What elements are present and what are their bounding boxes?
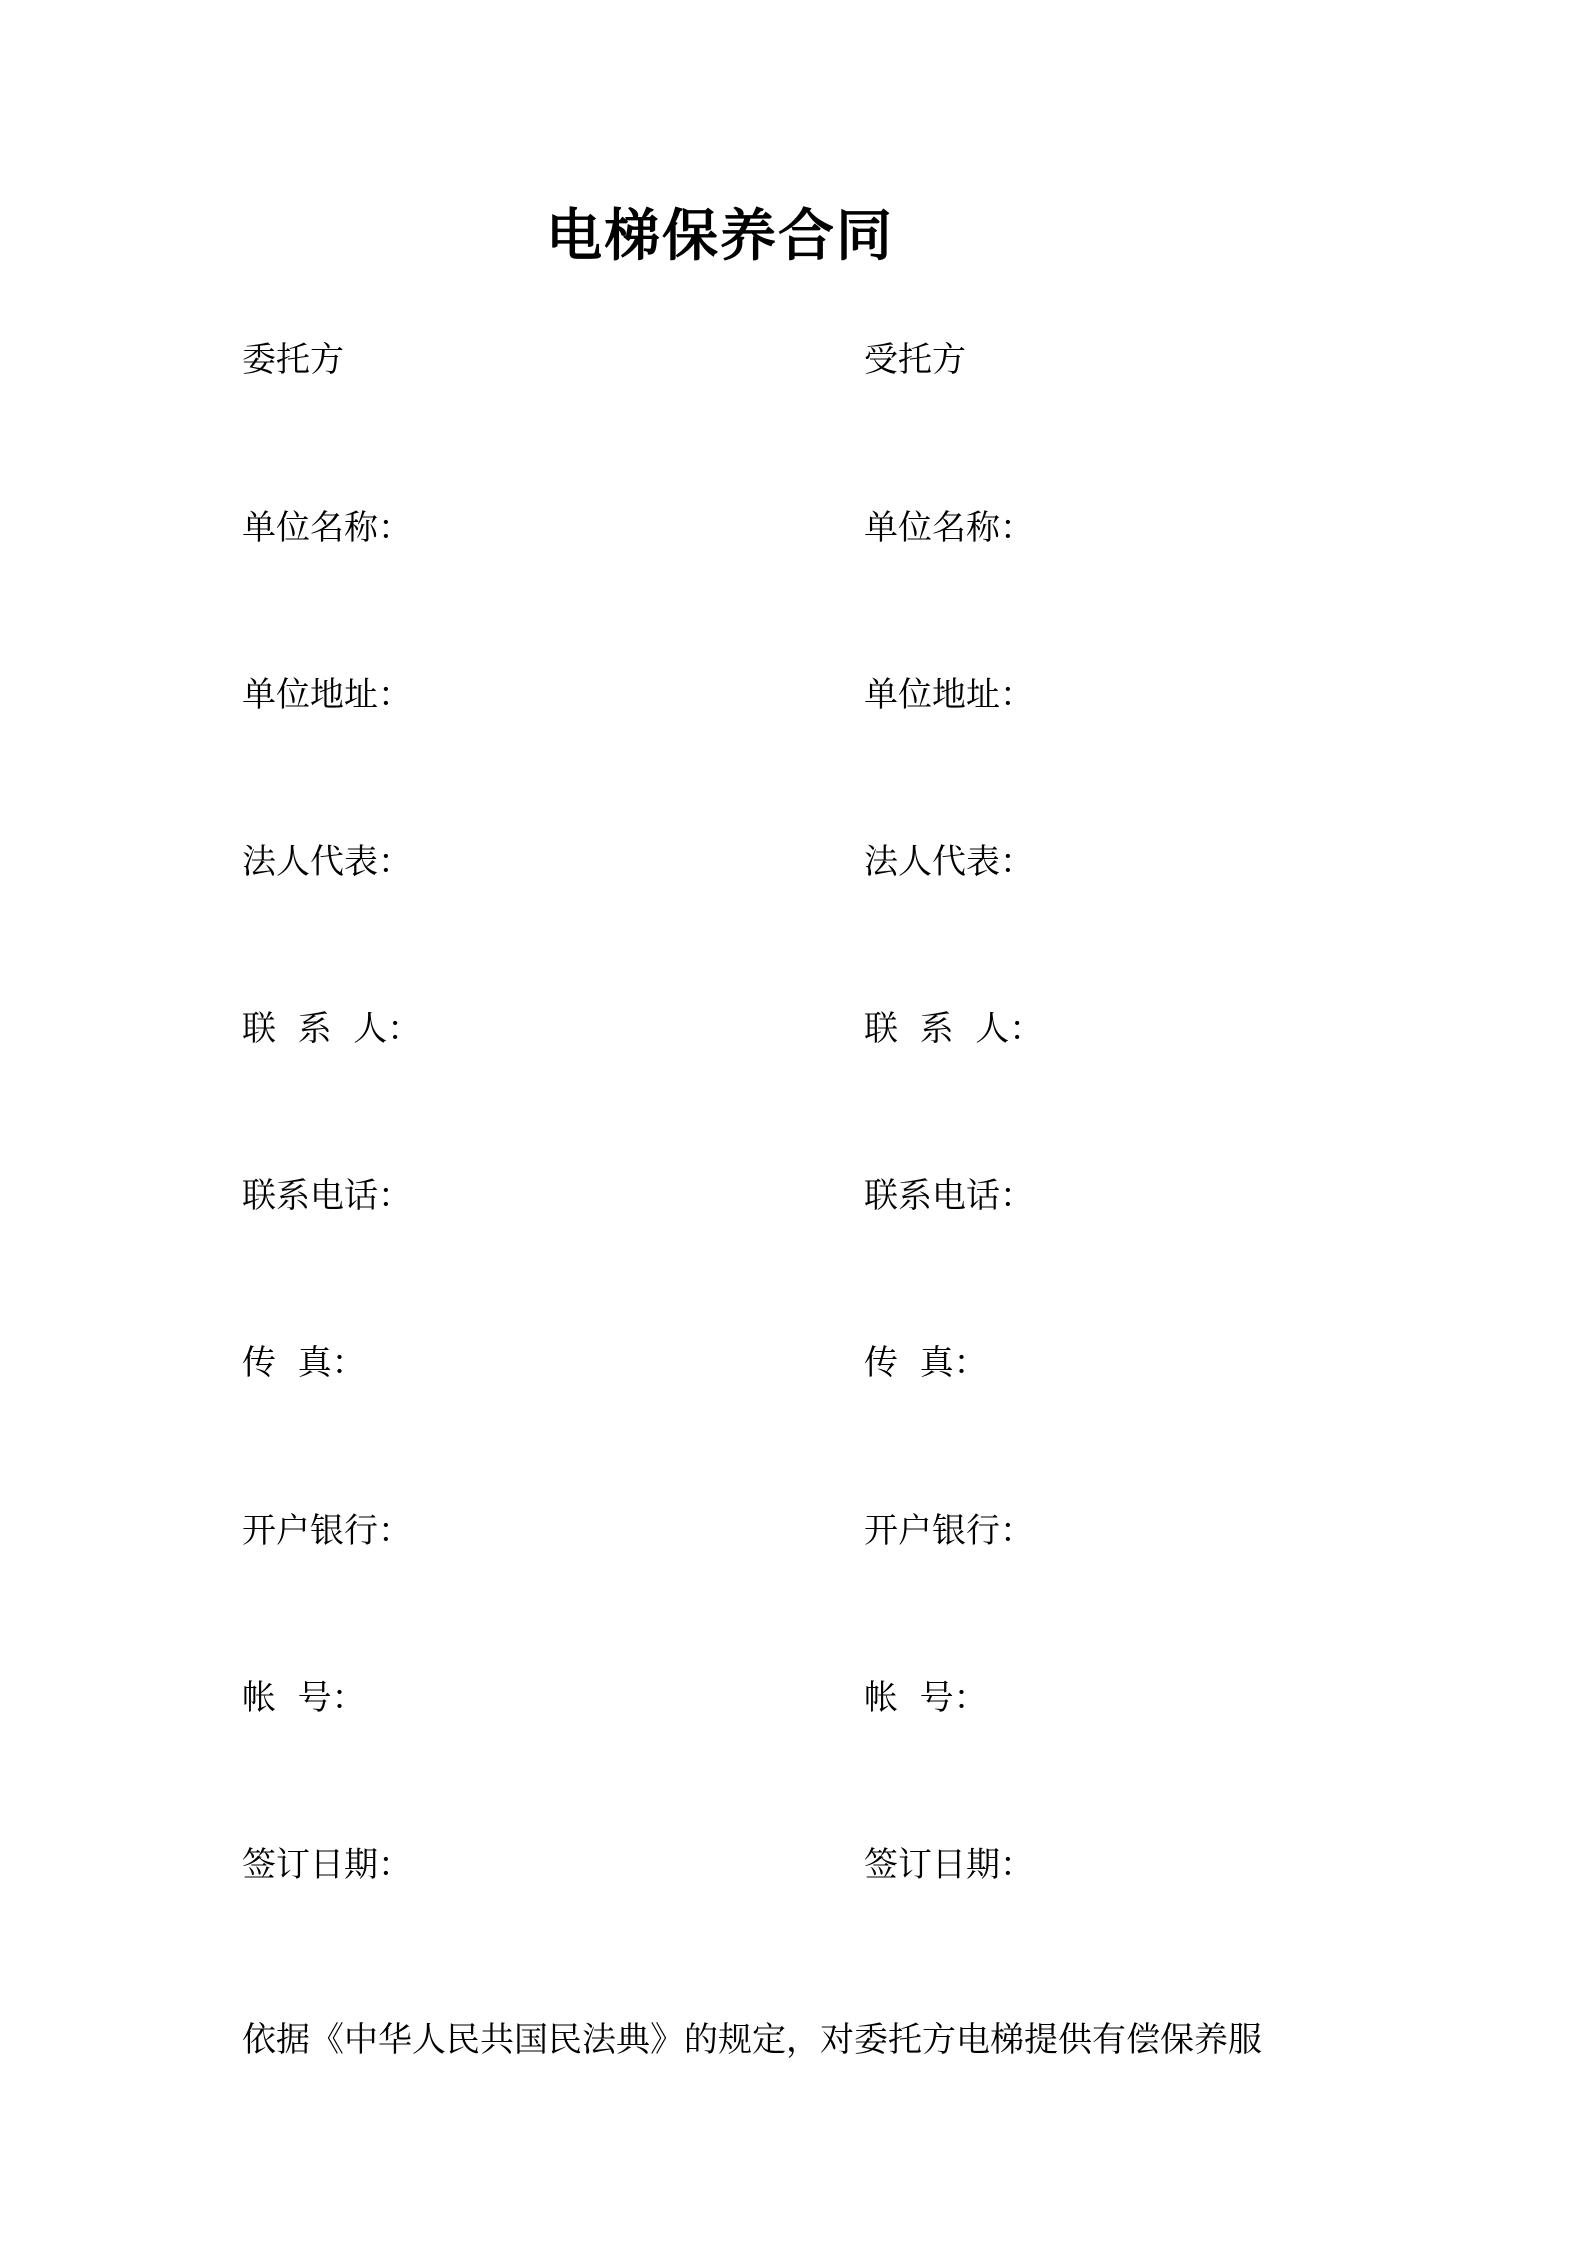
party-b-contact-label: 联 系 人：	[864, 1009, 1044, 1049]
party-b-sign-date-label: 签订日期：	[864, 1845, 1034, 1885]
party-a-heading: 委托方	[242, 340, 344, 380]
party-a-contact-label: 联 系 人：	[242, 1009, 422, 1049]
party-a-phone-label: 联系电话：	[242, 1176, 412, 1216]
party-b-company-name-label: 单位名称：	[864, 508, 1034, 548]
contract-body-paragraph: 依据《中华人民共国民法典》的规定，对委托方电梯提供有偿保养服	[242, 2020, 1262, 2060]
party-b-legal-rep-label: 法人代表：	[864, 842, 1034, 882]
party-b-bank-label: 开户银行：	[864, 1511, 1034, 1551]
party-a-address-label: 单位地址：	[242, 675, 412, 715]
party-b-address-label: 单位地址：	[864, 675, 1034, 715]
party-a-company-name-label: 单位名称：	[242, 508, 412, 548]
party-b-fax-label: 传 真：	[864, 1343, 988, 1383]
party-a-fax-label: 传 真：	[242, 1343, 366, 1383]
party-a-account-label: 帐 号：	[242, 1678, 366, 1718]
party-a-sign-date-label: 签订日期：	[242, 1845, 412, 1885]
party-b-phone-label: 联系电话：	[864, 1176, 1034, 1216]
party-a-bank-label: 开户银行：	[242, 1511, 412, 1551]
document-title: 电梯保养合同	[546, 203, 894, 269]
party-b-account-label: 帐 号：	[864, 1678, 988, 1718]
party-b-heading: 受托方	[864, 340, 966, 380]
party-a-legal-rep-label: 法人代表：	[242, 842, 412, 882]
